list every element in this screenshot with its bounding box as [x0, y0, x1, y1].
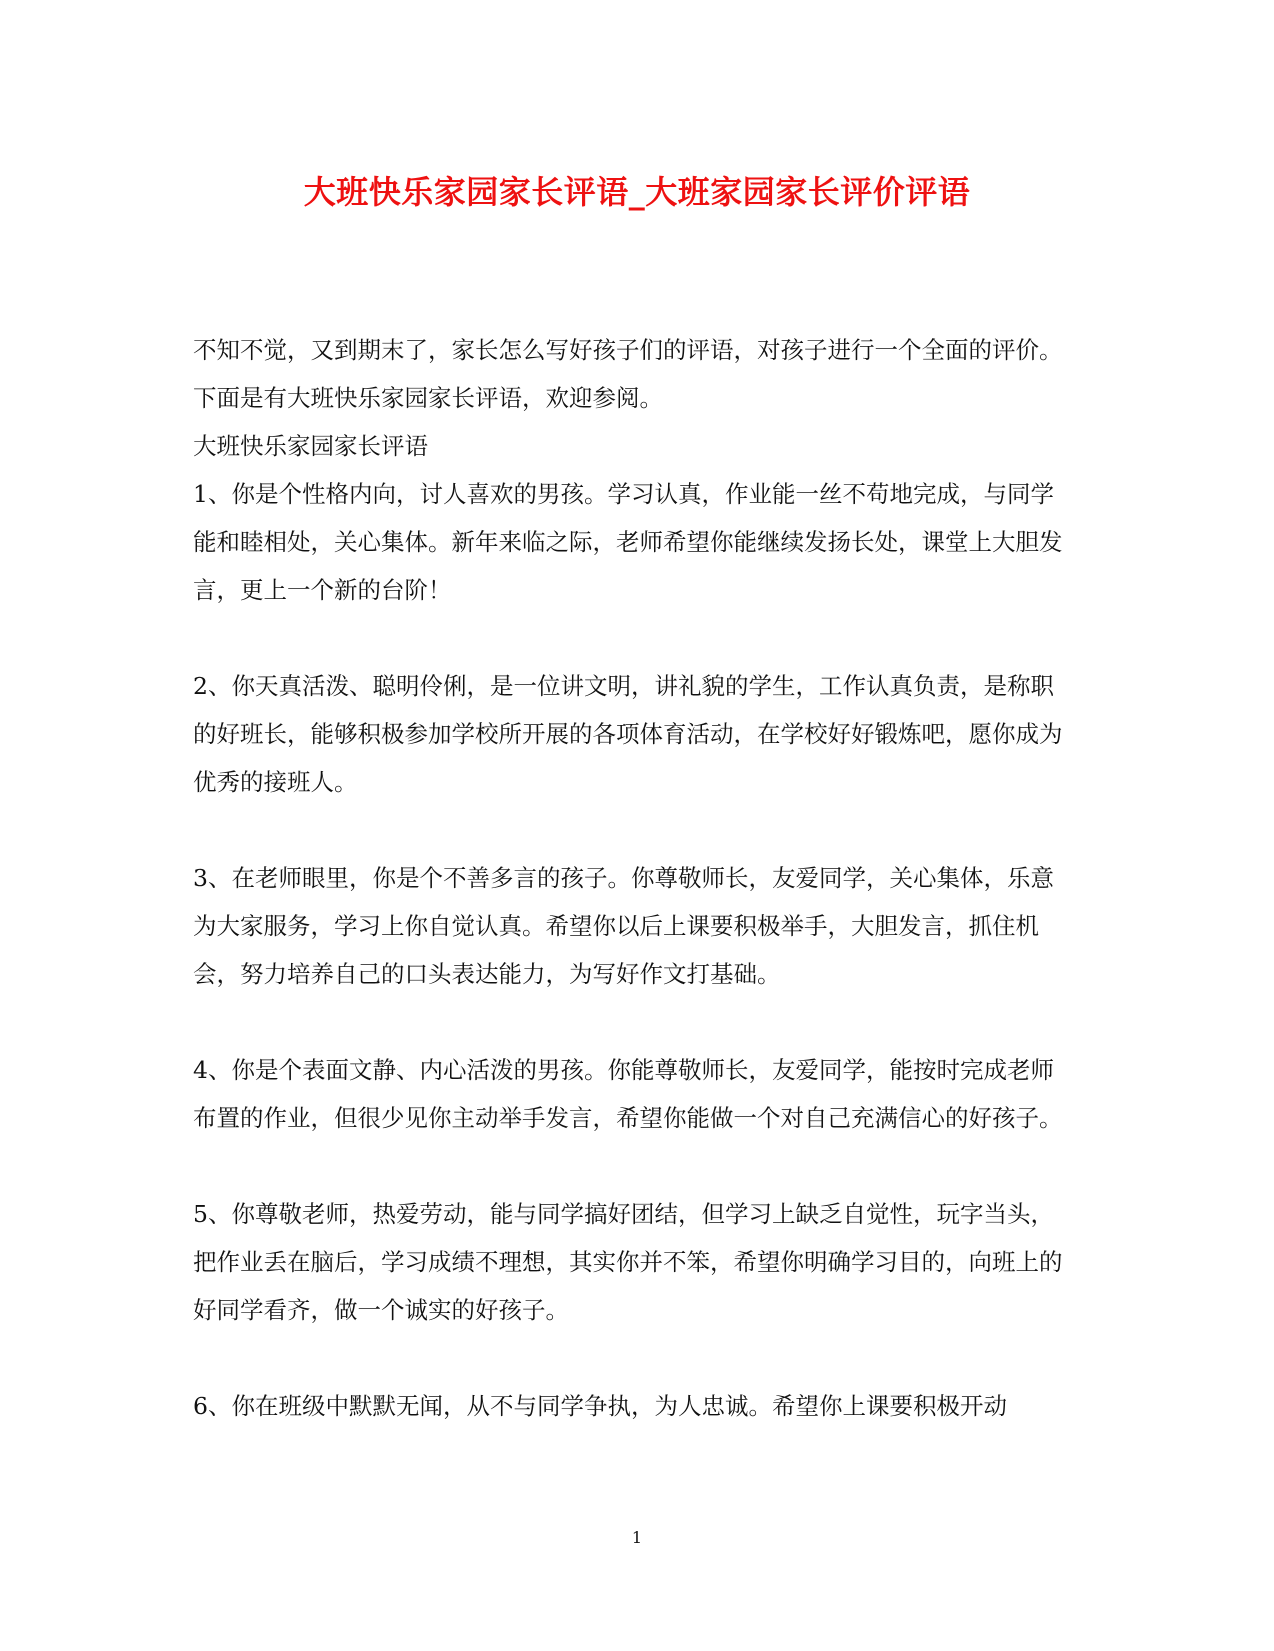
comment-paragraph: 4、你是个表面文静、内心活泼的男孩。你能尊敬师长，友爱同学，能按时完成老师布置的作业，但很少见你主动举手发言，希望你能做一个对自己充满信心的好孩子。	[193, 1056, 1063, 1132]
comment-paragraph: 2、你天真活泼、聪明伶俐，是一位讲文明，讲礼貌的学生，工作认真负责，是称职的好班长，能够积极参加学校所开展的各项体育活动，在学校好好锻炼吧，愿你成为优秀的接班人。	[193, 672, 1063, 796]
intro-paragraph: 不知不觉，又到期末了，家长怎么写好孩子们的评语，对孩子进行一个全面的评价。下面是有大班快乐家园家长评语，欢迎参阅。	[193, 336, 1063, 412]
section-heading: 大班快乐家园家长评语	[193, 432, 428, 460]
comment-paragraph: 6、你在班级中默默无闻，从不与同学争执，为人忠诚。希望你上课要积极开动	[193, 1392, 1007, 1420]
comment-paragraph: 1、你是个性格内向，讨人喜欢的男孩。学习认真，作业能一丝不苟地完成，与同学能和睦相处，关心集体。新年来临之际，老师希望你能继续发扬长处，课堂上大胆发言，更上一个新的台阶！	[193, 480, 1063, 604]
document-body	[193, 326, 1073, 1430]
document-title: 大班快乐家园家长评语_大班家园家长评价评语	[303, 173, 971, 211]
page-number: 1	[631, 1528, 643, 1547]
comment-paragraph: 3、在老师眼里，你是个不善多言的孩子。你尊敬师长，友爱同学，关心集体，乐意为大家服务，学习上你自觉认真。希望你以后上课要积极举手，大胆发言，抓住机会，努力培养自己的口头表达能力，为写好作文打基础。	[193, 864, 1054, 988]
comment-paragraph: 5、你尊敬老师，热爱劳动，能与同学搞好团结，但学习上缺乏自觉性，玩字当头，把作业丢在脑后，学习成绩不理想，其实你并不笨，希望你明确学习目的，向班上的好同学看齐，做一个诚实的好孩子。	[193, 1200, 1063, 1324]
